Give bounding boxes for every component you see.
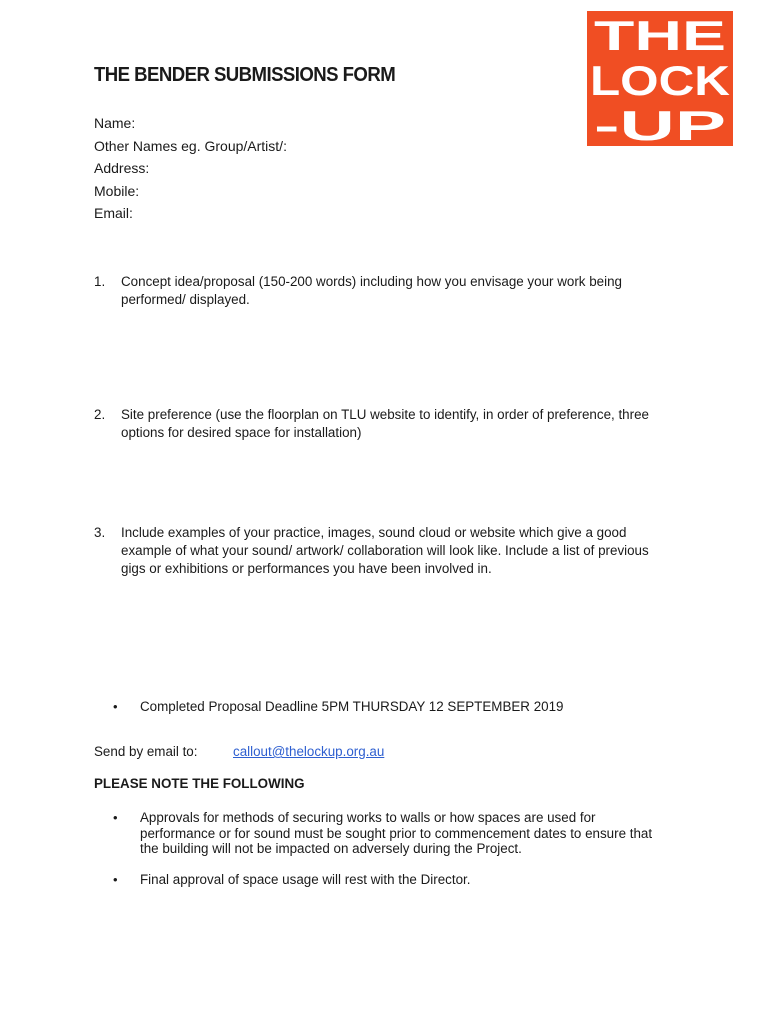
page-title: THE BENDER SUBMISSIONS FORM [94, 64, 396, 86]
question-text: Site preference (use the floorplan on TLU website to identify, in order of preference, three options for desired space for installation) [121, 407, 649, 440]
the-lock-up-logo [587, 11, 733, 146]
field-email-label: Email: [94, 205, 133, 222]
logo-lettering [587, 11, 733, 146]
question-2 [94, 406, 674, 442]
field-other-names-label: Other Names eg. Group/Artist/: [94, 137, 287, 154]
note-text: Approvals for methods of securing works to walls or how spaces are used for performance or for sound must be sought prior to commencement dates to ensure that the building will not be impacted on adversely during the Project. [140, 810, 653, 856]
bullet-icon: • [113, 699, 118, 714]
bullet-icon: • [113, 872, 118, 887]
question-number: 3. [94, 525, 106, 540]
question-number: 2. [94, 407, 106, 422]
field-name-label: Name: [94, 115, 136, 131]
contact-fields [94, 114, 287, 227]
note-item-1 [113, 810, 673, 857]
email-link[interactable]: callout@thelockup.org.au [233, 744, 385, 759]
note-text: Final approval of space usage will rest with the Director. [140, 872, 471, 887]
note-item-2 [113, 872, 673, 888]
note-heading: PLEASE NOTE THE FOLLOWING [94, 776, 305, 791]
question-number: 1. [94, 274, 106, 289]
logo-line-3: -UP [594, 102, 726, 146]
logo-line-1: THE [594, 12, 726, 59]
bullet-icon: • [113, 810, 118, 825]
send-label: Send by email to: [94, 744, 198, 759]
question-text: Include examples of your practice, images, sound cloud or website which give a good example of what your sound/ artwork/ collaboration will look like. Include a list of previous gigs or exhibitions or performances you have been involved in. [121, 525, 649, 576]
field-mobile-label: Mobile: [94, 182, 140, 199]
send-by-email [94, 744, 384, 759]
deadline-item [113, 699, 673, 715]
question-1 [94, 273, 674, 309]
field-address-label: Address: [94, 160, 150, 177]
question-3 [94, 524, 674, 578]
deadline-text: Completed Proposal Deadline 5PM THURSDAY 12 SEPTEMBER 2019 [140, 699, 564, 714]
question-text: Concept idea/proposal (150-200 words) including how you envisage your work being performed/ displayed. [121, 274, 622, 307]
logo-line-2: LOCK [590, 57, 730, 104]
